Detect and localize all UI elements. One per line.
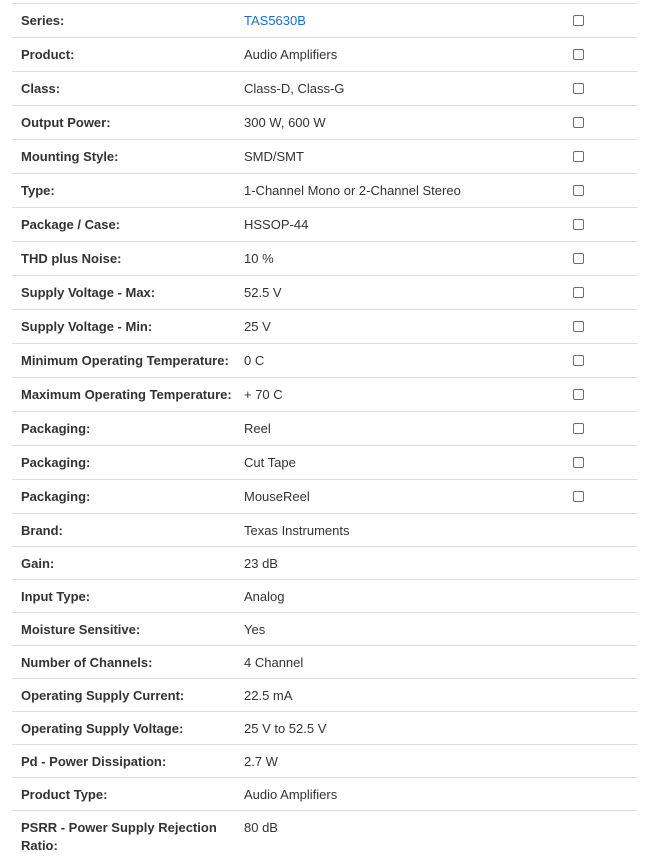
spec-row [12,811,637,861]
spec-select-checkbox[interactable] [573,457,584,468]
spec-value-cell [241,580,565,613]
spec-name: Mounting Style: [12,140,241,174]
spec-value: 22.5 mA [244,688,292,703]
spec-value: 2.7 W [244,754,278,769]
spec-row [12,276,637,310]
spec-row [12,174,637,208]
spec-value-cell [241,38,565,72]
spec-row [12,446,637,480]
spec-row [12,106,637,140]
spec-value-cell [241,547,565,580]
spec-select-checkbox[interactable] [573,219,584,230]
spec-row [12,778,637,811]
spec-select-cell [565,276,637,310]
spec-value: 25 V [244,319,271,334]
spec-value-cell [241,72,565,106]
spec-value: Yes [244,622,265,637]
spec-value-cell [241,514,565,547]
spec-name: Product: [12,38,241,72]
spec-name: Packaging: [12,412,241,446]
spec-name: Packaging: [12,480,241,514]
spec-value-cell [241,646,565,679]
spec-value: 52.5 V [244,285,282,300]
spec-select-checkbox[interactable] [573,287,584,298]
spec-select-cell [565,378,637,412]
spec-select-cell [565,344,637,378]
spec-name: Number of Channels: [12,646,241,679]
spec-value-cell [241,412,565,446]
spec-select-cell [565,646,637,679]
spec-select-cell [565,140,637,174]
spec-select-cell [565,174,637,208]
spec-value: MouseReel [244,489,310,504]
spec-value-cell [241,174,565,208]
spec-name: Minimum Operating Temperature: [12,344,241,378]
spec-row [12,745,637,778]
spec-name: Moisture Sensitive: [12,613,241,646]
spec-select-cell [565,446,637,480]
spec-value: 25 V to 52.5 V [244,721,326,736]
spec-row [12,679,637,712]
spec-value-cell [241,4,565,38]
spec-value-cell [241,276,565,310]
spec-name: Pd - Power Dissipation: [12,745,241,778]
spec-value-cell [241,310,565,344]
spec-value-cell [241,778,565,811]
spec-select-cell [565,310,637,344]
spec-name: Product Type: [12,778,241,811]
spec-row [12,412,637,446]
spec-value-cell [241,106,565,140]
spec-value-cell [241,140,565,174]
spec-value-cell [241,811,565,861]
spec-select-cell [565,679,637,712]
spec-value: 0 C [244,353,264,368]
spec-name: Brand: [12,514,241,547]
spec-select-cell [565,480,637,514]
spec-name: Input Type: [12,580,241,613]
spec-value: 4 Channel [244,655,303,670]
spec-row [12,140,637,174]
spec-value: Audio Amplifiers [244,47,337,62]
spec-name: Type: [12,174,241,208]
spec-row [12,514,637,547]
spec-select-checkbox[interactable] [573,389,584,400]
spec-row [12,38,637,72]
spec-value: + 70 C [244,387,283,402]
spec-select-cell [565,745,637,778]
spec-select-checkbox[interactable] [573,83,584,94]
spec-value: 1-Channel Mono or 2-Channel Stereo [244,183,461,198]
spec-value-cell [241,446,565,480]
spec-name: Packaging: [12,446,241,480]
spec-value-cell [241,208,565,242]
spec-value-cell [241,378,565,412]
spec-row [12,712,637,745]
spec-select-cell [565,778,637,811]
spec-select-checkbox[interactable] [573,491,584,502]
spec-value: 80 dB [244,820,278,835]
spec-select-cell [565,412,637,446]
spec-row [12,344,637,378]
spec-select-cell [565,580,637,613]
spec-select-cell [565,208,637,242]
spec-select-checkbox[interactable] [573,253,584,264]
spec-row [12,580,637,613]
spec-value-cell [241,480,565,514]
spec-select-checkbox[interactable] [573,117,584,128]
series-link[interactable]: TAS5630B [244,13,306,28]
spec-select-checkbox[interactable] [573,185,584,196]
spec-value-cell [241,344,565,378]
spec-name: Output Power: [12,106,241,140]
spec-name: Supply Voltage - Max: [12,276,241,310]
spec-value: HSSOP-44 [244,217,308,232]
spec-row [12,242,637,276]
spec-select-checkbox[interactable] [573,49,584,60]
spec-select-cell [565,38,637,72]
spec-value: Reel [244,421,271,436]
spec-select-cell [565,547,637,580]
spec-select-cell [565,811,637,861]
spec-select-checkbox[interactable] [573,355,584,366]
spec-select-cell [565,613,637,646]
specifications-body [12,4,637,861]
spec-name: Gain: [12,547,241,580]
spec-name: PSRR - Power Supply Rejection Ratio: [12,811,241,861]
spec-value: Audio Amplifiers [244,787,337,802]
spec-select-cell [565,72,637,106]
spec-row [12,646,637,679]
spec-row [12,378,637,412]
spec-row [12,547,637,580]
spec-select-cell [565,514,637,547]
spec-value: Analog [244,589,284,604]
spec-value-cell [241,745,565,778]
spec-row [12,480,637,514]
spec-row [12,613,637,646]
spec-select-checkbox[interactable] [573,423,584,434]
spec-row [12,4,637,38]
spec-name: Class: [12,72,241,106]
spec-row [12,208,637,242]
spec-name: THD plus Noise: [12,242,241,276]
spec-name: Supply Voltage - Min: [12,310,241,344]
spec-name: Series: [12,4,241,38]
spec-value: 10 % [244,251,274,266]
spec-value: 300 W, 600 W [244,115,326,130]
spec-row [12,310,637,344]
spec-value: Texas Instruments [244,523,350,538]
spec-value: Class-D, Class-G [244,81,344,96]
spec-value: 23 dB [244,556,278,571]
spec-select-cell [565,712,637,745]
spec-name: Operating Supply Voltage: [12,712,241,745]
spec-name: Operating Supply Current: [12,679,241,712]
spec-select-checkbox[interactable] [573,151,584,162]
spec-value-cell [241,712,565,745]
spec-value-cell [241,679,565,712]
spec-select-cell [565,242,637,276]
spec-select-checkbox[interactable] [573,15,584,26]
spec-value: SMD/SMT [244,149,304,164]
spec-select-checkbox[interactable] [573,321,584,332]
spec-value: Cut Tape [244,455,296,470]
spec-select-cell [565,4,637,38]
specifications-table [12,3,637,861]
spec-name: Maximum Operating Temperature: [12,378,241,412]
spec-value-cell [241,242,565,276]
spec-row [12,72,637,106]
spec-name: Package / Case: [12,208,241,242]
spec-value-cell [241,613,565,646]
spec-select-cell [565,106,637,140]
